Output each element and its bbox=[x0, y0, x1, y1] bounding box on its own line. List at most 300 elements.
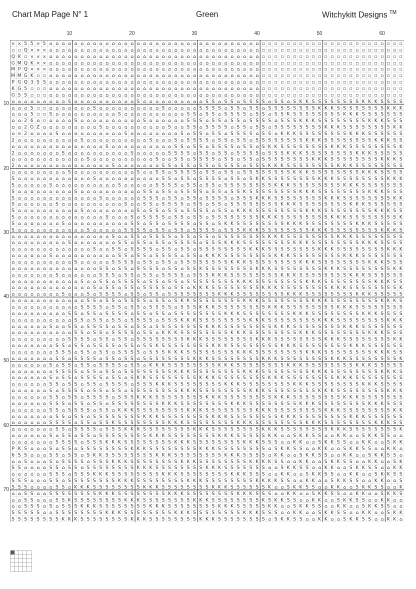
grid-cell-symbol: ▫ bbox=[286, 67, 290, 73]
grid-cell-symbol: S bbox=[186, 176, 190, 182]
grid-cell-symbol: S bbox=[230, 344, 234, 350]
grid-cell-symbol: S bbox=[286, 138, 290, 144]
grid-cell-symbol: S bbox=[343, 408, 347, 414]
grid-cell-symbol: ⌂ bbox=[42, 241, 46, 247]
grid-cell-symbol: K bbox=[17, 446, 21, 452]
grid-cell-symbol: S bbox=[211, 266, 215, 272]
grid-cell-symbol: S bbox=[261, 183, 265, 189]
grid-cell-symbol: ⌂ bbox=[55, 260, 59, 266]
grid-cell-symbol: P bbox=[17, 67, 21, 73]
grid-cell-symbol: K bbox=[136, 427, 140, 433]
grid-cell-symbol: ⌂ bbox=[105, 48, 109, 54]
grid-cell-symbol: ⌂ bbox=[130, 125, 134, 131]
grid-cell-symbol: ⌂ bbox=[11, 144, 15, 150]
grid-cell-symbol: ⌂ bbox=[124, 61, 128, 67]
grid-cell-symbol: ⌂ bbox=[268, 466, 272, 472]
grid-cell-symbol: S bbox=[111, 504, 115, 510]
grid-cell-symbol: ⌂ bbox=[86, 170, 90, 176]
grid-cell-symbol: ⌂ bbox=[205, 74, 209, 80]
grid-cell-symbol: S bbox=[92, 401, 96, 407]
column-number: 40 bbox=[254, 31, 260, 37]
grid-cell-symbol: ⌂ bbox=[205, 80, 209, 86]
grid-cell-symbol: 6 bbox=[11, 453, 15, 459]
grid-cell-symbol: S bbox=[99, 485, 103, 491]
grid-cell-symbol: S bbox=[355, 305, 359, 311]
grid-cell-symbol: K bbox=[368, 459, 372, 465]
grid-cell-symbol: K bbox=[299, 363, 303, 369]
grid-cell-symbol: S bbox=[230, 247, 234, 253]
grid-cell-symbol: K bbox=[236, 331, 240, 337]
grid-cell-symbol: S bbox=[17, 511, 21, 517]
grid-cell-symbol: ⌂ bbox=[49, 61, 53, 67]
grid-cell-symbol: × bbox=[36, 54, 41, 60]
grid-cell-symbol: S bbox=[349, 125, 353, 131]
grid-cell-symbol: S bbox=[261, 138, 265, 144]
grid-cell-symbol: ⌂ bbox=[305, 511, 309, 517]
grid-cell-symbol: S bbox=[92, 382, 96, 388]
grid-cell-symbol: ⌂ bbox=[30, 228, 34, 234]
grid-cell-symbol: S bbox=[205, 151, 209, 157]
grid-cell-symbol: K bbox=[324, 176, 328, 182]
grid-cell-symbol: ⌂ bbox=[130, 324, 134, 330]
grid-cell-symbol: S bbox=[230, 144, 234, 150]
grid-cell-symbol: ▫ bbox=[261, 74, 265, 80]
grid-cell-symbol: ⌂ bbox=[11, 247, 15, 253]
grid-cell-symbol: S bbox=[205, 260, 209, 266]
grid-cell-symbol: K bbox=[349, 305, 353, 311]
grid-cell-symbol: S bbox=[142, 356, 146, 362]
grid-cell-symbol: S bbox=[224, 279, 228, 285]
grid-cell-symbol: K bbox=[355, 414, 359, 420]
grid-cell-symbol: S bbox=[218, 189, 221, 195]
grid-cell-symbol: ⌂ bbox=[249, 48, 253, 54]
grid-cell-symbol: K bbox=[161, 504, 165, 510]
grid-cell-symbol: S bbox=[142, 286, 146, 292]
grid-cell-symbol: S bbox=[393, 292, 397, 298]
grid-cell-symbol: S bbox=[343, 350, 347, 356]
grid-cell-symbol: S bbox=[168, 356, 171, 362]
grid-cell-symbol: S bbox=[211, 511, 215, 517]
grid-cell-symbol: S bbox=[324, 382, 328, 388]
grid-cell-symbol: S bbox=[193, 273, 196, 279]
grid-cell-symbol: S bbox=[280, 176, 284, 182]
grid-cell-symbol: K bbox=[286, 273, 290, 279]
grid-cell-symbol: K bbox=[318, 421, 322, 427]
grid-cell-symbol: S bbox=[349, 189, 353, 195]
grid-cell-symbol: S bbox=[130, 344, 134, 350]
grid-cell-symbol: ⌂ bbox=[124, 389, 128, 395]
grid-cell-symbol: S bbox=[355, 196, 359, 202]
grid-cell-symbol: ⌂ bbox=[55, 376, 59, 382]
grid-cell-symbol: S bbox=[374, 389, 378, 395]
grid-cell-symbol: ⌂ bbox=[99, 247, 103, 253]
grid-cell-symbol: S bbox=[49, 421, 53, 427]
grid-cell-symbol: K bbox=[324, 106, 328, 112]
grid-cell-symbol: S bbox=[393, 99, 397, 105]
grid-cell-symbol: S bbox=[361, 356, 365, 362]
grid-cell-symbol: ⌂ bbox=[142, 112, 146, 118]
grid-cell-symbol: K bbox=[349, 446, 353, 452]
grid-cell-symbol: S bbox=[386, 119, 390, 125]
grid-cell-symbol: ⌂ bbox=[80, 292, 84, 298]
grid-cell-symbol: K bbox=[224, 382, 228, 388]
grid-cell-symbol: ⌂ bbox=[36, 247, 40, 253]
grid-cell-symbol: S bbox=[136, 511, 140, 517]
grid-cell-symbol: S bbox=[349, 382, 353, 388]
grid-cell-symbol: ⌂ bbox=[49, 87, 53, 92]
grid-cell-symbol: ⌂ bbox=[92, 234, 96, 240]
grid-cell-symbol: K bbox=[261, 498, 265, 504]
grid-cell-symbol: S bbox=[274, 266, 278, 272]
grid-cell-symbol: ⌂ bbox=[124, 157, 128, 163]
grid-cell-symbol: S bbox=[349, 260, 353, 266]
grid-cell-symbol: ▫ bbox=[361, 67, 365, 73]
grid-cell-symbol: S bbox=[355, 369, 359, 375]
grid-cell-symbol: K bbox=[243, 491, 247, 497]
grid-cell-symbol: K bbox=[380, 279, 384, 285]
grid-cell-symbol: S bbox=[180, 215, 184, 221]
grid-cell-symbol: S bbox=[274, 311, 278, 317]
grid-cell-symbol: ⌂ bbox=[61, 479, 65, 485]
grid-cell-symbol: S bbox=[124, 421, 128, 427]
grid-cell-symbol: ⌂ bbox=[374, 446, 378, 452]
grid-cell-symbol: ⌂ bbox=[99, 286, 103, 292]
grid-cell-symbol: S bbox=[155, 170, 159, 176]
grid-cell-symbol: ▫ bbox=[399, 74, 403, 80]
grid-cell-symbol: S bbox=[86, 472, 90, 478]
grid-cell-symbol: S bbox=[67, 99, 71, 105]
grid-cell-symbol: S bbox=[186, 311, 190, 317]
grid-cell-symbol: K bbox=[393, 196, 397, 202]
grid-cell-symbol: ⌂ bbox=[30, 318, 34, 324]
grid-cell-symbol: ⌂ bbox=[161, 74, 165, 80]
grid-cell-symbol: S bbox=[286, 318, 290, 324]
grid-cell-symbol: S bbox=[261, 260, 265, 266]
grid-cell-symbol: ⌂ bbox=[230, 48, 234, 54]
grid-cell-symbol: ⌂ bbox=[30, 286, 34, 292]
grid-cell-symbol: S bbox=[368, 344, 372, 350]
grid-cell-symbol: S bbox=[255, 125, 259, 131]
grid-cell-symbol: ⌂ bbox=[136, 344, 140, 350]
grid-cell-symbol: S bbox=[311, 221, 315, 227]
grid-cell-symbol: S bbox=[211, 119, 215, 125]
grid-cell-symbol: S bbox=[393, 414, 397, 420]
grid-cell-symbol: K bbox=[336, 196, 340, 202]
grid-cell-symbol: S bbox=[67, 434, 71, 440]
grid-cell-symbol: S bbox=[255, 99, 259, 105]
grid-cell-symbol: S bbox=[286, 498, 290, 504]
grid-cell-symbol: S bbox=[205, 106, 209, 112]
grid-cell-symbol: ⌂ bbox=[36, 202, 40, 208]
grid-cell-symbol: S bbox=[149, 279, 153, 285]
grid-cell-symbol: K bbox=[318, 279, 322, 285]
grid-cell-symbol: S bbox=[399, 170, 403, 176]
grid-cell-symbol: S bbox=[111, 453, 115, 459]
grid-cell-symbol: K bbox=[399, 337, 403, 343]
grid-cell-symbol: K bbox=[399, 427, 403, 433]
grid-cell-symbol: ⌂ bbox=[80, 382, 84, 388]
grid-cell-symbol: ⌂ bbox=[130, 382, 134, 388]
grid-cell-symbol: ⌂ bbox=[99, 119, 103, 125]
grid-cell-symbol: S bbox=[211, 228, 215, 234]
grid-cell-symbol: ▫ bbox=[318, 54, 322, 60]
grid-cell-symbol: S bbox=[111, 356, 115, 362]
grid-cell-symbol: K bbox=[211, 324, 215, 330]
grid-cell-symbol: ⌂ bbox=[99, 241, 103, 247]
grid-cell-symbol: S bbox=[311, 356, 315, 362]
grid-cell-symbol: S bbox=[180, 504, 184, 510]
grid-cell-symbol: S bbox=[261, 401, 265, 407]
grid-cell-symbol: ⌂ bbox=[199, 99, 203, 105]
grid-cell-symbol: S bbox=[268, 247, 272, 253]
grid-cell-symbol: ⌂ bbox=[255, 67, 259, 73]
grid-cell-symbol: S bbox=[286, 286, 290, 292]
grid-cell-symbol: S bbox=[293, 517, 297, 522]
grid-cell-symbol: S bbox=[293, 389, 297, 395]
grid-cell-symbol: S bbox=[161, 215, 165, 221]
grid-cell-symbol: S bbox=[343, 279, 347, 285]
grid-cell-symbol: S bbox=[286, 485, 290, 491]
grid-cell-symbol: ▫ bbox=[386, 74, 390, 80]
grid-cell-symbol: ⌂ bbox=[186, 131, 190, 137]
grid-cell-symbol: S bbox=[286, 356, 290, 362]
grid-cell-symbol: S bbox=[193, 266, 196, 272]
grid-cell-symbol: S bbox=[355, 376, 359, 382]
grid-cell-symbol: K bbox=[224, 434, 228, 440]
grid-cell-symbol: K bbox=[249, 299, 253, 305]
grid-cell-symbol: ▫ bbox=[299, 93, 303, 99]
grid-cell-symbol: S bbox=[311, 176, 315, 182]
grid-cell-symbol: S bbox=[393, 183, 397, 189]
grid-cell-symbol: S bbox=[280, 106, 284, 112]
grid-cell-symbol: S bbox=[318, 254, 322, 260]
grid-cell-symbol: S bbox=[261, 157, 265, 163]
grid-cell-symbol: K bbox=[255, 369, 259, 375]
grid-cell-symbol: S bbox=[117, 421, 121, 427]
grid-cell-symbol: S bbox=[186, 363, 190, 369]
grid-cell-symbol: S bbox=[318, 408, 322, 414]
grid-cell-symbol: K bbox=[211, 376, 215, 382]
grid-cell-symbol: ▫ bbox=[330, 54, 334, 60]
grid-cell-symbol: S bbox=[386, 414, 390, 420]
grid-cell-symbol: S bbox=[280, 151, 284, 157]
grid-cell-symbol: ⌂ bbox=[205, 144, 209, 150]
grid-cell-symbol: S bbox=[92, 459, 96, 465]
grid-cell-symbol: K bbox=[243, 511, 247, 517]
column-number: 60 bbox=[379, 31, 385, 37]
grid-cell-symbol: S bbox=[324, 189, 328, 195]
grid-cell-symbol: ⌂ bbox=[218, 61, 221, 67]
grid-cell-symbol: S bbox=[155, 234, 159, 240]
grid-cell-symbol: K bbox=[361, 99, 365, 105]
grid-cell-symbol: K bbox=[368, 292, 372, 298]
grid-cell-symbol: S bbox=[218, 119, 221, 125]
grid-cell-symbol: K bbox=[186, 369, 190, 375]
grid-cell-symbol: ⌂ bbox=[42, 183, 46, 189]
grid-cell-symbol: K bbox=[224, 311, 228, 317]
grid-cell-symbol: K bbox=[211, 446, 215, 452]
grid-cell-symbol: S bbox=[243, 466, 246, 472]
grid-cell-symbol: S bbox=[324, 234, 328, 240]
grid-cell-symbol: S bbox=[99, 459, 103, 465]
grid-cell-symbol: S bbox=[218, 331, 221, 337]
grid-cell-symbol: ⌂ bbox=[286, 440, 290, 446]
grid-cell-symbol: ⌂ bbox=[142, 54, 146, 60]
grid-cell-symbol: ▫ bbox=[24, 54, 28, 60]
grid-cell-symbol: S bbox=[105, 279, 109, 285]
grid-cell-symbol: K bbox=[324, 446, 328, 452]
grid-cell-symbol: S bbox=[224, 498, 228, 504]
grid-cell-symbol: K bbox=[361, 440, 365, 446]
grid-cell-symbol: S bbox=[161, 440, 165, 446]
grid-cell-symbol: K bbox=[230, 382, 234, 388]
grid-cell-symbol: ⌂ bbox=[318, 466, 322, 472]
grid-cell-symbol: S bbox=[336, 318, 340, 324]
grid-cell-symbol: ⌂ bbox=[49, 67, 53, 73]
grid-cell-symbol: ⌂ bbox=[92, 54, 96, 60]
grid-cell-symbol: ⌂ bbox=[74, 61, 78, 67]
grid-cell-symbol: ⌂ bbox=[61, 99, 65, 105]
grid-cell-symbol: ▫ bbox=[368, 74, 372, 80]
grid-cell-symbol: ⌂ bbox=[111, 106, 115, 112]
grid-cell-symbol: ⌂ bbox=[130, 189, 134, 195]
grid-cell-symbol: S bbox=[268, 414, 272, 420]
grid-cell-symbol: S bbox=[99, 318, 103, 324]
grid-cell-symbol: K bbox=[368, 363, 372, 369]
grid-cell-symbol: S bbox=[180, 157, 184, 163]
grid-cell-symbol: S bbox=[305, 414, 309, 420]
grid-cell-symbol: S bbox=[261, 485, 265, 491]
grid-cell-symbol: S bbox=[186, 209, 190, 215]
grid-cell-symbol: ⌂ bbox=[130, 311, 134, 317]
grid-cell-symbol: S bbox=[361, 446, 365, 452]
grid-cell-symbol: ⌂ bbox=[111, 196, 115, 202]
grid-cell-symbol: S bbox=[380, 389, 384, 395]
grid-cell-symbol: S bbox=[355, 266, 359, 272]
grid-cell-symbol: ⌂ bbox=[24, 247, 28, 253]
grid-cell-symbol: ⌂ bbox=[130, 196, 134, 202]
grid-cell-symbol: S bbox=[180, 189, 184, 195]
grid-cell-symbol: S bbox=[274, 511, 278, 517]
grid-cell-symbol: S bbox=[74, 356, 78, 362]
grid-cell-symbol: S bbox=[180, 286, 184, 292]
grid-cell-symbol: ⌂ bbox=[74, 125, 78, 131]
grid-cell-symbol: Q bbox=[23, 67, 28, 73]
grid-cell-symbol: S bbox=[343, 170, 347, 176]
grid-cell-symbol: ⌂ bbox=[155, 99, 159, 105]
grid-cell-symbol: ▫ bbox=[349, 61, 353, 67]
page-map-thumbnail bbox=[10, 550, 32, 572]
grid-cell-symbol: S bbox=[86, 466, 90, 472]
grid-cell-symbol: ⌂ bbox=[193, 67, 196, 73]
grid-cell-symbol: S bbox=[155, 157, 159, 163]
grid-cell-symbol: S bbox=[67, 504, 71, 510]
grid-cell-symbol: S bbox=[218, 472, 221, 478]
grid-cell-symbol: S bbox=[193, 382, 196, 388]
grid-cell-symbol: S bbox=[149, 286, 153, 292]
grid-cell-symbol: K bbox=[236, 260, 240, 266]
grid-cell-symbol: ⌂ bbox=[155, 125, 159, 131]
grid-cell-symbol: S bbox=[211, 170, 215, 176]
grid-cell-symbol: S bbox=[249, 106, 253, 112]
grid-cell-symbol: S bbox=[268, 292, 272, 298]
grid-cell-symbol: ⌂ bbox=[17, 273, 21, 279]
grid-cell-symbol: ▫ bbox=[261, 87, 265, 92]
grid-cell-symbol: ⌂ bbox=[105, 157, 109, 163]
grid-cell-symbol: K bbox=[386, 369, 390, 375]
grid-cell-symbol: S bbox=[318, 221, 322, 227]
grid-cell-symbol: S bbox=[86, 382, 90, 388]
grid-cell-symbol: ⌂ bbox=[268, 517, 272, 522]
grid-cell-symbol: S bbox=[49, 446, 53, 452]
grid-cell-symbol: S bbox=[11, 228, 15, 234]
grid-cell-symbol: S bbox=[193, 414, 196, 420]
grid-cell-symbol: S bbox=[255, 305, 259, 311]
grid-cell-symbol: ▫ bbox=[324, 80, 328, 86]
grid-cell-symbol: ⌂ bbox=[80, 42, 84, 48]
grid-cell-symbol: S bbox=[255, 202, 259, 208]
grid-cell-symbol: K bbox=[218, 254, 222, 260]
grid-cell-symbol: ⌂ bbox=[124, 183, 128, 189]
grid-cell-symbol: S bbox=[330, 273, 334, 279]
grid-cell-symbol: K bbox=[124, 498, 128, 504]
grid-cell-symbol: K bbox=[255, 228, 259, 234]
grid-cell-symbol: S bbox=[180, 260, 184, 266]
grid-cell-symbol: ⌂ bbox=[80, 286, 84, 292]
grid-cell-symbol: K bbox=[255, 247, 259, 253]
grid-cell-symbol: ⌂ bbox=[80, 221, 84, 227]
grid-cell-symbol: S bbox=[130, 401, 134, 407]
grid-cell-symbol: S bbox=[111, 286, 115, 292]
grid-cell-symbol: S bbox=[86, 324, 90, 330]
grid-cell-symbol: K bbox=[186, 389, 190, 395]
grid-cell-symbol: S bbox=[124, 517, 128, 522]
grid-cell-symbol: S bbox=[286, 247, 290, 253]
grid-cell-symbol: ▫ bbox=[292, 93, 297, 99]
grid-cell-symbol: ▫ bbox=[274, 74, 278, 80]
grid-cell-symbol: ⌂ bbox=[168, 170, 171, 176]
grid-cell-symbol: S bbox=[168, 466, 171, 472]
grid-cell-symbol: ▫ bbox=[30, 93, 34, 99]
grid-cell-symbol: ⌂ bbox=[155, 61, 159, 67]
grid-cell-symbol: ⌂ bbox=[61, 164, 65, 170]
grid-cell-symbol: S bbox=[230, 286, 234, 292]
grid-cell-symbol: K bbox=[230, 434, 234, 440]
grid-cell-symbol: ⌂ bbox=[36, 324, 40, 330]
grid-cell-symbol: S bbox=[305, 131, 309, 137]
grid-cell-symbol: ⌂ bbox=[55, 196, 59, 202]
grid-cell-symbol: S bbox=[261, 504, 265, 510]
grid-cell-symbol: K bbox=[255, 299, 259, 305]
grid-cell-symbol: S bbox=[305, 266, 309, 272]
grid-cell-symbol: ⌂ bbox=[67, 286, 71, 292]
grid-cell-symbol: S bbox=[186, 170, 190, 176]
grid-cell-symbol: ⌂ bbox=[211, 54, 215, 60]
grid-cell-symbol: ⌂ bbox=[99, 151, 103, 157]
grid-cell-symbol: S bbox=[230, 337, 234, 343]
grid-cell-symbol: S bbox=[280, 228, 284, 234]
grid-cell-symbol: S bbox=[186, 414, 190, 420]
grid-cell-symbol: S bbox=[117, 318, 121, 324]
grid-cell-symbol: S bbox=[99, 125, 103, 131]
grid-cell-symbol: S bbox=[268, 511, 272, 517]
grid-cell-symbol: S bbox=[92, 498, 96, 504]
grid-cell-symbol: ▫ bbox=[349, 48, 353, 54]
grid-cell-symbol: S bbox=[74, 472, 78, 478]
grid-cell-symbol: ⌂ bbox=[74, 247, 78, 253]
grid-cell-symbol: S bbox=[361, 209, 365, 215]
grid-cell-symbol: S bbox=[74, 479, 78, 485]
